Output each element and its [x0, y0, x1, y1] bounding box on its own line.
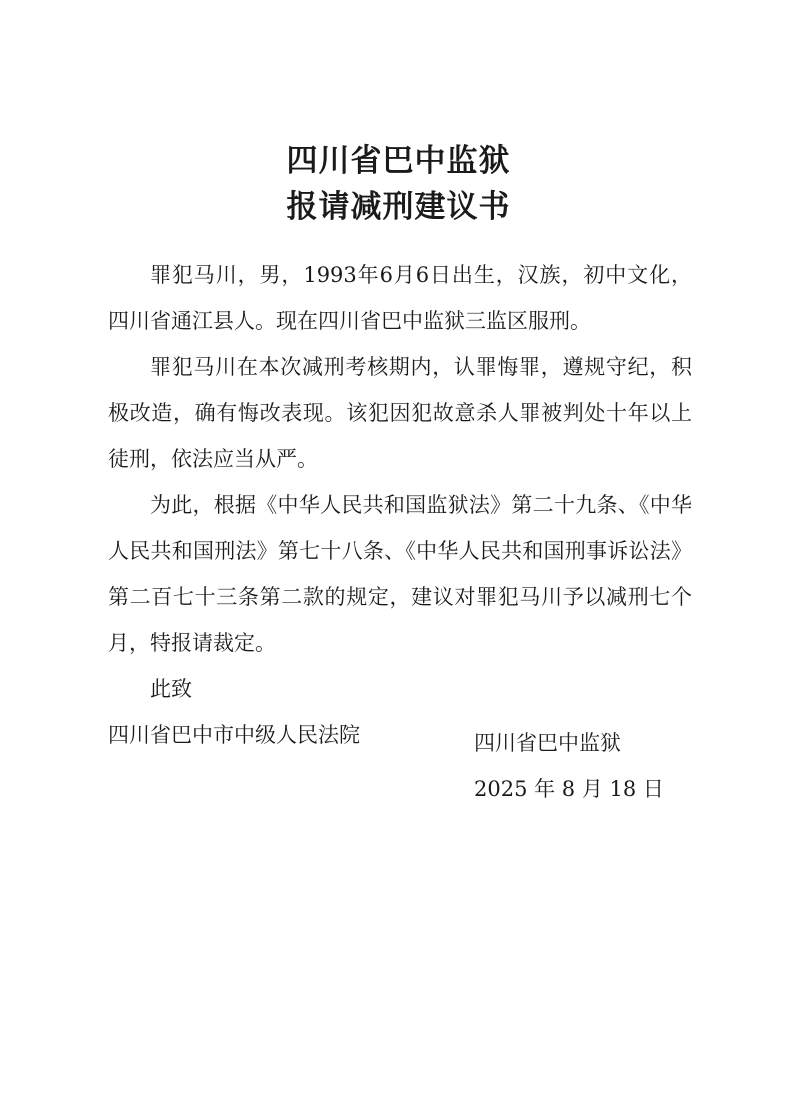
- paragraph-recommendation: 为此，根据《中华人民共和国监狱法》第二十九条、《中华人民共和国刑法》第七十八条、《中华人民共和国刑事诉讼法》第二百七十三条第二款的规定，建议对罪犯马川予以减刑七个月，特报请裁定。: [108, 493, 692, 655]
- title-line-2: 报请减刑建议书: [286, 189, 511, 225]
- paragraph-assessment: 罪犯马川在本次减刑考核期内，认罪悔罪，遵规守纪，积极改造，确有悔改表现。该犯因犯故意杀人罪被判处十年以上徒刑，依法应当从严。: [108, 355, 692, 471]
- signature-block: [474, 720, 664, 812]
- paragraph-prisoner-info: 罪犯马川，男，1993年6月6日出生，汉族，初中文化，四川省通江县人。现在四川省巴中监狱三监区服刑。: [108, 263, 692, 333]
- salutation: 此致: [150, 677, 192, 701]
- recipient: 四川省巴中市中级人民法院: [108, 723, 360, 747]
- document-body: [108, 252, 692, 758]
- signature-date: 2025 年 8 月 18 日: [474, 777, 664, 801]
- title-line-1: 四川省巴中监狱: [286, 143, 511, 179]
- signature-organization: 四川省巴中监狱: [474, 731, 621, 755]
- document-title: [0, 138, 797, 230]
